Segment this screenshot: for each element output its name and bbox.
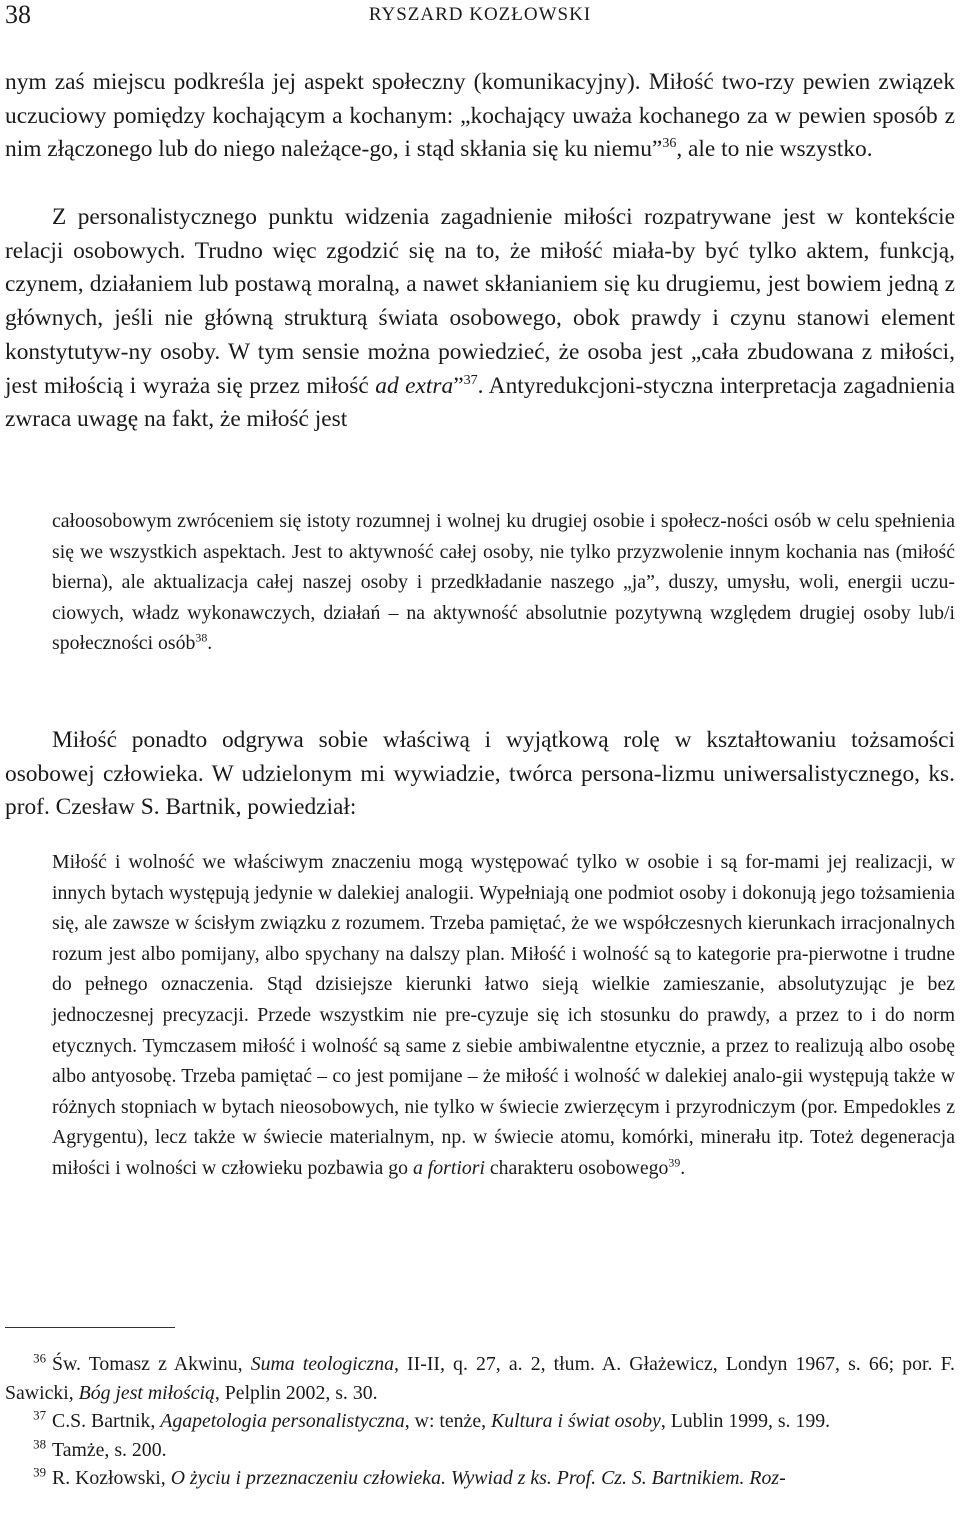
footnote-number [5, 1407, 52, 1436]
footnote-number [5, 1436, 52, 1465]
paragraph-1b [5, 201, 955, 437]
footnotes [5, 1350, 955, 1493]
running-head: RYSZARD KOZŁOWSKI [368, 4, 592, 25]
footnote-text: C.S. Bartnik, [52, 1410, 161, 1433]
paragraph-1b-end: . Antyredukcjoni-styczna interpretacja zagadnienia zwraca uwagę na fakt, że miłość jest [5, 372, 955, 433]
footnote-text: , II-II, q. 27, a. 2, tłum. A. Głażewicz, Londyn 1967, s. 66; por. F. Sawicki, [5, 1353, 955, 1404]
paragraph-1a-text: nym zaś miejscu podkreśla jej aspekt społeczny (komunikacyjny). Miłość two-rzy pewien związek uczuciowy pomiędzy kochającym a kochanym: „kochający uważa kochanego za w pewien sposób z nim złączonego lub do niego należące-go, i stąd skłania się ku niemu” [5, 69, 955, 163]
footnote-ref-36[interactable]: 36 [662, 135, 677, 152]
footnote-39 [5, 1464, 955, 1493]
footnote-separator [5, 1327, 175, 1328]
block-quote-1-text: całoosobowym zwróceniem się istoty rozumnej i wolnej ku drugiej osobie i społecz-ności osób w celu spełnienia się we wszystkich aspektach. Jest to aktywność całej osoby, nie tylko przyzwolenie innym kochania nas (miłość bierna), ale aktualizacja całej naszej osoby i przedkładanie naszego „ja”, duszy, umysłu, woli, energii uczu-ciowych, władz wykonawczych, działań – na aktywność absolutnie pozytywną względem drugiej osoby lub/i społeczności osób [52, 510, 955, 655]
footnote-36 [5, 1350, 955, 1407]
footnote-text: , Pelplin 2002, s. 30. [214, 1381, 378, 1404]
footnote-text: Tamże, s. 200. [52, 1438, 167, 1461]
footnote-number-text: 37 [33, 1408, 46, 1423]
footnote-text: , Lublin 1999, s. 199. [660, 1410, 831, 1433]
footnote-text: , w: tenże, [404, 1410, 491, 1433]
italic-a-fortiori: a fortiori [412, 1156, 485, 1179]
footnote-number-text: 36 [33, 1351, 46, 1366]
footnote-ref-37[interactable]: 37 [463, 371, 478, 388]
footnote-text: Św. Tomasz z Akwinu, [52, 1353, 251, 1375]
block-quote-2-text: Miłość i wolność we właściwym znaczeniu mogą występować tylko w osobie i są for-mami jej realizacji, w innych bytach występują jedynie w dalekiej analogii. Wypełniają one podmiot osoby i dokonują jego tożsamienia się, ale zawsze w ścisłym związku z rozumem. Trzeba pamiętać, że we współczesnych kierunkach irracjonalnych rozum jest albo pomijany, albo spychany na dalszy plan. Miłość i wolność są to kategorie pra-pierwotne i trudne do pełnego oznaczenia. Stąd dzisiejsze kierunki łatwo sieją wielkie zamieszanie, absolutyzując je bez jednoczesnej precyzacji. Przede wszystkim nie pre-cyzuje się ich stosunku do prawdy, a przez to i do norm etycznych. Tymczasem miłość i wolność są same z siebie ambiwalentne etycznie, a przez to realizują albo osobę albo antyosobę. Trzeba pamiętać – co jest pomijane – że miłość i wolność w dalekiej analo-gii występują także w różnych stopniach w bytach nieosobowych, nie tylko w świecie zwierzęcym i przyrodniczym (por. Empedokles z Agrygentu), lecz także w świecie materialnym, np. w świecie atomu, komórki, minerału itp. Toteż degeneracja miłości i wolności w człowieku pozbawia go [52, 851, 955, 1179]
footnote-italic-title: Bóg jest miłością [78, 1381, 215, 1404]
paragraph-1a [5, 66, 955, 167]
block-quote-1-end: . [207, 632, 213, 655]
footnote-ref-39[interactable]: 39 [668, 1155, 681, 1170]
paragraph-1b-text: Z personalistycznego punktu widzenia zagadnienie miłości rozpatrywane jest w kontekście relacji osobowych. Trudno więc zgodzić się na to, że miłość miała-by być tylko aktem, funkcją, czynem, działaniem lub postawą moralną, a nawet skłanianiem się ku drugiemu, jest bowiem jedną z głównych, jeśli nie główną strukturą świata osobowego, obok prawdy i czynu stanowi element konstytutyw-ny osoby. W tym sensie można powiedzieć, że osoba jest „cała zbudowana z miłości, jest miłością i wyraża się przez miłość [5, 204, 955, 399]
footnote-number-text: 38 [33, 1437, 46, 1452]
paragraph-2-text: Miłość ponadto odgrywa sobie właściwą i wyjątkową rolę w kształtowaniu tożsamości osobowej człowieka. W udzielonym mi wywiadzie, twórca persona-lizmu uniwersalistycznego, ks. prof. Czesław S. Bartnik, powiedział: [5, 727, 955, 821]
footnote-italic-title: O życiu i przeznaczeniu człowieka. Wywiad z ks. Prof. Cz. S. Bartnikiem. Roz- [170, 1467, 786, 1490]
footnote-italic-title: Suma teologiczna [250, 1353, 394, 1375]
paragraph-2 [5, 724, 955, 825]
page-header [5, 0, 955, 34]
block-quote-2-end: . [680, 1156, 686, 1179]
page [5, 0, 955, 1527]
footnote-number [5, 1350, 52, 1379]
footnote-38 [5, 1436, 955, 1465]
italic-ad-extra: ad extra [375, 372, 454, 399]
closing-quote: ” [453, 372, 464, 399]
footnote-number [5, 1464, 52, 1493]
page-number: 38 [5, 0, 31, 29]
footnote-ref-38[interactable]: 38 [195, 630, 208, 645]
block-quote-2-text-end: charakteru osobowego [484, 1156, 669, 1179]
footnote-37 [5, 1407, 955, 1436]
footnote-italic-title: Kultura i świat osoby [491, 1410, 661, 1433]
block-quote-1 [52, 506, 955, 659]
footnote-number-text: 39 [33, 1465, 46, 1480]
block-quote-2 [52, 847, 955, 1184]
footnote-italic-title: Agapetologia personalistyczna [160, 1410, 405, 1433]
paragraph-1a-end: , ale to nie wszystko. [676, 136, 873, 163]
footnote-text: R. Kozłowski, [52, 1467, 171, 1490]
